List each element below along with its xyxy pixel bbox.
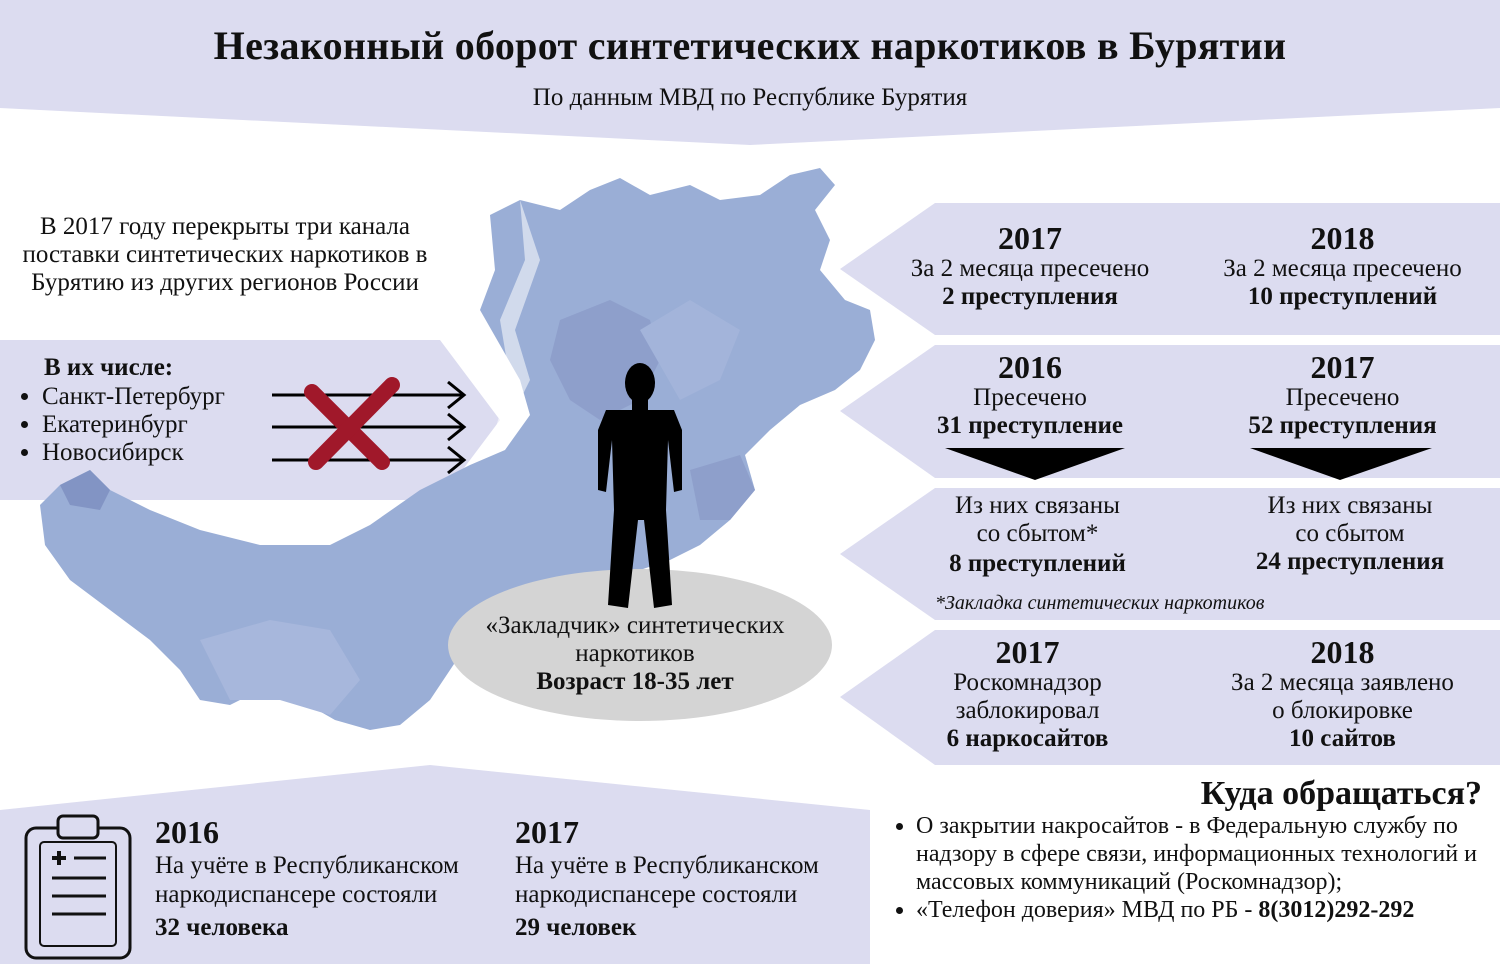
registered-label: На учёте в Республиканском	[155, 852, 459, 879]
page-subtitle: По данным МВД по Республике Бурятия	[532, 84, 968, 111]
registered-2017	[515, 814, 865, 942]
stat-2016-suppressed	[880, 350, 1180, 440]
page-title: Незаконный оборот синтетических наркотиков в Бурятии	[213, 23, 1287, 68]
stat-label: Пресечено	[1285, 384, 1400, 411]
stat-2018-two-months	[1190, 221, 1495, 311]
stat-2018-blocked	[1190, 635, 1495, 753]
stat-label: Из них связаны	[1267, 492, 1433, 519]
registered-value: 29 человек	[515, 914, 637, 941]
registered-year: 2016	[155, 814, 219, 850]
stat-label: За 2 месяца пресечено	[1223, 255, 1462, 282]
stat-2016-sales	[880, 492, 1195, 578]
dealer-age: Возраст 18-35 лет	[536, 668, 734, 695]
stat-value: 8 преступлений	[949, 550, 1126, 577]
stat-label-2: со сбытом*	[976, 520, 1099, 547]
contact-item: • О закрытии накросайтов - в Федеральную службу по надзору в сфере связи, информационных технологий и массовых коммуникаций (Роскомнадзор);	[916, 812, 1500, 896]
city-item: • Новосибирск	[42, 439, 225, 467]
stat-year: 2017	[998, 220, 1062, 256]
stat-year: 2018	[1310, 220, 1375, 256]
stat-year: 2017	[1310, 349, 1375, 385]
city-item: • Санкт-Петербург	[42, 383, 225, 411]
stat-value: 6 наркосайтов	[946, 725, 1109, 752]
hotline-phone: 8(3012)292-292	[1258, 897, 1415, 923]
stat-label: За 2 месяца пресечено	[910, 255, 1150, 282]
channels-heading: В их числе:	[44, 354, 174, 381]
registered-label: На учёте в Республиканском	[515, 852, 819, 879]
stat-value: 52 преступления	[1248, 412, 1437, 439]
registered-year: 2017	[515, 814, 579, 850]
stat-2017-two-months	[880, 221, 1180, 311]
stat-value: 31 преступление	[937, 412, 1123, 439]
stat-2017-sales	[1190, 492, 1500, 576]
registered-label-2: наркодиспансере состояли	[155, 881, 438, 908]
hotline-label: «Телефон доверия» МВД по РБ -	[916, 897, 1259, 923]
contacts-heading: Куда обращаться?	[1200, 775, 1482, 812]
stat-year: 2016	[998, 349, 1062, 385]
registered-label-2: наркодиспансере состояли	[515, 881, 798, 908]
stat-value: 10 сайтов	[1289, 725, 1396, 752]
channels-intro: В 2017 году перекрыты три канала поставки синтетических наркотиков в Бурятию из других регионов России	[22, 213, 428, 296]
dealer-label: «Закладчик» синтетических	[485, 612, 785, 639]
city-item: • Екатеринбург	[42, 411, 225, 439]
stat-label: Из них связаны	[955, 492, 1120, 519]
stat-2017-blocked	[880, 635, 1175, 753]
footnote: *Закладка синтетических наркотиков	[935, 592, 1265, 614]
contacts-list	[890, 812, 1500, 924]
stat-label-2: со сбытом	[1295, 520, 1405, 547]
dealer-caption	[450, 612, 820, 696]
stat-label-2: о блокировке	[1272, 697, 1413, 724]
contact-item-hotline	[916, 896, 1500, 924]
stat-2017-suppressed	[1190, 350, 1495, 440]
stat-year: 2018	[1310, 634, 1375, 670]
stat-label: За 2 месяца заявлено	[1231, 669, 1454, 696]
supply-arrows	[272, 382, 464, 473]
stat-label: Роскомнадзор	[953, 669, 1102, 696]
stat-value: 2 преступления	[942, 283, 1118, 310]
stat-value: 24 преступления	[1255, 548, 1445, 575]
registered-2016	[155, 814, 505, 942]
city-list	[20, 383, 225, 467]
dealer-label-2: наркотиков	[575, 640, 695, 667]
stat-label: Пресечено	[973, 384, 1087, 411]
stat-year: 2017	[995, 634, 1060, 670]
registered-value: 32 человека	[155, 914, 289, 941]
stat-label-2: заблокировал	[955, 697, 1100, 724]
stat-value: 10 преступлений	[1247, 283, 1438, 310]
